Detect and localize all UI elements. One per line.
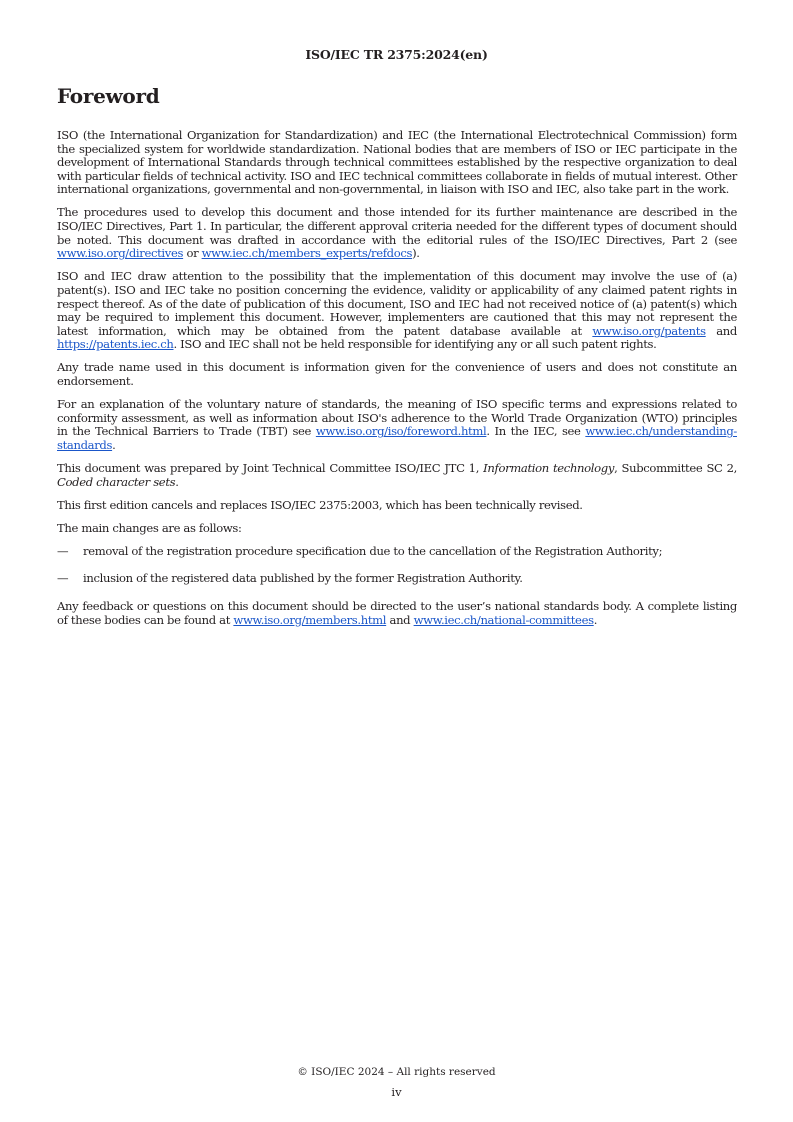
- text: The procedures used to develop this document and those intended for its further maintenance are described in the ISO/IEC Directives, Part 1. In particular, the different approval criteria needed for the different types of document should be noted. This document was drafted in accordance with the editorial rules of the ISO/IEC Directives, Part 2 (see: [57, 205, 737, 247]
- text: This document was prepared by Joint Technical Committee ISO/IEC JTC 1,: [57, 460, 484, 475]
- section-title: Foreword: [57, 84, 160, 108]
- paragraph-main-changes-intro: The main changes are as follows:: [57, 520, 242, 535]
- text: .: [112, 437, 116, 452]
- text: For an explanation of the voluntary nature of standards, the meaning of ISO specific terms and expressions related to conformity assessment, as well as information about ISO's adherence to the World Trade Organization (WTO) principles in the Technical Barriers to Trade (TBT) see: [57, 397, 737, 439]
- committee-name: Information technology: [483, 460, 615, 475]
- text: Any feedback or questions on this document should be directed to the user’s national standards body. A complete listing of these bodies can be found at: [57, 599, 737, 627]
- paragraph-iso-iec-intro: ISO (the International Organization for Standardization) and IEC (the International Electrotechnical Commission) form the specialized system for worldwide standardization. National bodies that are members of ISO or IEC participate in the development of International Standards through technical committees established by the respective organization to deal with particular fields of technical activity. ISO and IEC technical committees collaborate in fields of mutual interest. Other international organizations, governmental and non-governmental, in liaison with ISO and IEC, also take part in the work.: [57, 128, 737, 197]
- page-number: iv: [391, 1085, 402, 1099]
- dash-bullet-icon: —: [57, 543, 69, 558]
- subcommittee-name: Coded character sets: [57, 474, 176, 489]
- link-iso-foreword[interactable]: www.iso.org/iso/foreword.html: [315, 424, 487, 439]
- text: or: [183, 246, 202, 261]
- link-iec-refdocs[interactable]: www.iec.ch/members_experts/refdocs: [201, 246, 413, 261]
- document-id-header: ISO/IEC TR 2375:2024(en): [305, 47, 488, 62]
- copyright-footer: © ISO/IEC 2024 – All rights reserved: [297, 1066, 496, 1078]
- text: , Subcommittee SC 2,: [614, 460, 738, 475]
- list-item: [57, 545, 737, 559]
- paragraph-voluntary-nature: [57, 398, 737, 452]
- text: and: [386, 612, 414, 627]
- link-iso-directives[interactable]: www.iso.org/directives: [57, 246, 184, 261]
- text: . In the IEC, see: [486, 424, 586, 439]
- link-iso-patents[interactable]: www.iso.org/patents: [592, 323, 706, 338]
- text: . ISO and IEC shall not be held responsible for identifying any or all such patent rights.: [173, 337, 657, 352]
- dash-bullet-icon: —: [57, 571, 69, 586]
- list-item: [57, 572, 737, 586]
- foreword-body: [57, 129, 737, 637]
- paragraph-edition: This first edition cancels and replaces ISO/IEC 2375:2003, which has been technically revised.: [57, 497, 583, 512]
- paragraph-patents: [57, 270, 737, 352]
- text: ISO and IEC draw attention to the possibility that the implementation of this document may involve the use of (a) patent(s). ISO and IEC take no position concerning the evidence, validity or applicability of any claimed patent rights in respect thereof. As of the date of publication of this document, ISO and IEC had not received notice of (a) patent(s) which may be required to implement this document. However, implementers are cautioned that this may not represent the latest information, which may be obtained from the patent database available at: [57, 269, 737, 338]
- text: and: [705, 323, 737, 338]
- text: ).: [412, 246, 420, 261]
- link-iec-national-committees[interactable]: www.iec.ch/national-committees: [413, 612, 594, 627]
- list-item-text: inclusion of the registered data published by the former Registration Authority.: [83, 571, 523, 586]
- paragraph-trade-name: Any trade name used in this document is information given for the convenience of users and does not constitute an endorsement.: [57, 360, 737, 388]
- text: .: [175, 474, 179, 489]
- link-iso-members[interactable]: www.iso.org/members.html: [233, 612, 387, 627]
- link-iec-understanding-standards[interactable]: www.iec.ch/understanding-standards: [57, 424, 737, 452]
- paragraph-feedback: [57, 600, 737, 627]
- paragraph-prepared-by: [57, 462, 737, 489]
- text: .: [593, 612, 598, 627]
- link-iec-patents[interactable]: https://patents.iec.ch: [57, 337, 174, 352]
- list-item-text: removal of the registration procedure specification due to the cancellation of the Registration Authority;: [83, 543, 663, 558]
- paragraph-procedures: [57, 206, 737, 260]
